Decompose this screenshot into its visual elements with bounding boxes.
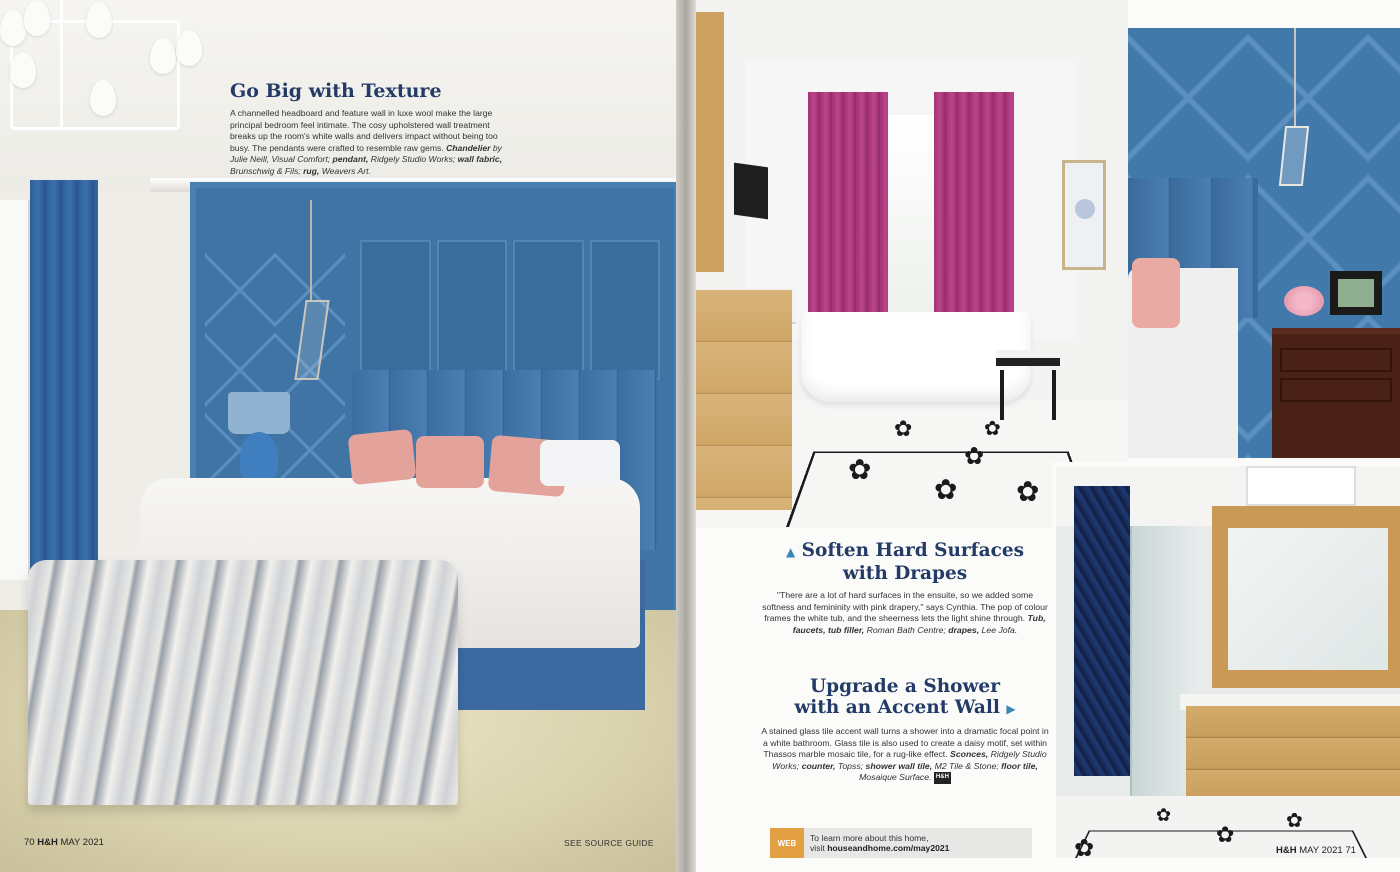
pillow (1132, 258, 1180, 328)
credit-source: Ridgely Studio Works; (370, 154, 456, 165)
credit-item: rug, (303, 165, 320, 176)
wood-mirror (696, 12, 724, 272)
credit-source: by Julie Neill, Visual Comfort; (230, 142, 502, 165)
shower-text: A stained glass tile accent wall turns a shower into a dramatic focal point in a white bathroom. Glass tile is also used to create a daisy motif, set within Thassos marble mosaic tile, for a rug-like effect. (761, 726, 1049, 760)
drapes-quote: "There are a lot of hard surfaces in the ensuite, so we added some softness and femininity with pink drapery," says Cynthia. The pop of colour frames the white tub, and the sheerness lets the light shine through. (762, 590, 1048, 624)
credit-source: Roman Bath Centre; (866, 624, 946, 635)
picture-frame (1330, 271, 1382, 315)
right-page (696, 0, 1400, 872)
right-folio (1276, 845, 1356, 856)
pendant-cord (310, 200, 312, 300)
left-folio (24, 837, 104, 848)
pink-drape (808, 92, 888, 314)
skylight (1246, 466, 1356, 506)
flower-tile-icon: ✿ (984, 416, 1001, 440)
upholstered-bench (28, 560, 458, 805)
bedroom-detail-photo (1128, 28, 1400, 458)
web-tag: WEB (770, 828, 804, 858)
drapes-heading (760, 540, 1050, 584)
drapes-article-block (760, 540, 1050, 636)
web-line1: To learn more about this home, (810, 832, 929, 843)
credit-source: Topss; (837, 760, 864, 771)
article-heading: Go Big with Texture (230, 80, 442, 102)
drawer (1280, 348, 1392, 372)
credit-source: Weavers Art. (321, 165, 371, 176)
glass-tile-accent-wall (1074, 486, 1130, 776)
web-text (810, 833, 949, 854)
flower-tile-icon: ✿ (1074, 834, 1095, 858)
drapes-heading-line2: with Drapes (842, 563, 968, 584)
flower-tile-icon: ✿ (964, 442, 985, 470)
flower-tile-icon: ✿ (848, 453, 872, 486)
web-line2-prefix: visit (810, 843, 828, 853)
triangle-right-icon: ▶ (1006, 702, 1016, 716)
shower-heading-line1: Upgrade a Shower (810, 676, 1000, 697)
folio-brand: H&H (1276, 845, 1297, 856)
credit-source: Lee Jofa. (981, 624, 1018, 635)
credit-source: Mosaique Surface. (859, 772, 932, 783)
web-callout[interactable] (770, 828, 1032, 858)
stool-leg (1000, 370, 1004, 420)
flower-tile-icon: ✿ (1216, 823, 1235, 848)
flower-tile-icon: ✿ (894, 417, 913, 442)
upholstered-panels (360, 240, 660, 380)
chandelier-icon (0, 0, 210, 160)
pillow (348, 429, 417, 485)
web-url-link[interactable]: houseandhome.com/may2021 (827, 843, 950, 853)
source-guide-note: SEE SOURCE GUIDE (564, 838, 654, 848)
stool-leg (1052, 370, 1056, 420)
credit-source: M2 Tile & Stone; (934, 760, 999, 771)
pendant-cord (1294, 28, 1296, 128)
article-intro: A channelled headboard and feature wall in luxe wool make the large principal bedroom feel intimate. The cosy upholstered wall treatment breaks up the room's white walls and delivers impact without being too busy. The pendants were crafted to resemble raw gems. (230, 108, 498, 153)
shower-heading (760, 676, 1050, 720)
shower-body (760, 726, 1050, 784)
folio-brand: H&H (37, 837, 58, 848)
bedroom-window (0, 200, 30, 580)
credit-item: Tub, faucets, tub filler, (792, 613, 1046, 635)
flower-tile-icon: ✿ (1156, 805, 1172, 826)
credit-item: Chandelier (446, 142, 491, 153)
credit-item: pendant, (332, 154, 369, 165)
flower-vase (1284, 286, 1324, 316)
flower-tile-icon: ✿ (934, 473, 958, 506)
page-number: 70 (24, 837, 35, 848)
triangle-up-icon: ▲ (785, 545, 796, 559)
end-mark: H&H (934, 772, 951, 784)
credit-source: Ridgely Studio Works; (772, 749, 1047, 771)
drapes-heading-line1: Soften Hard Surfaces (801, 540, 1025, 561)
wood-vanity (1186, 706, 1400, 806)
page-gutter (676, 0, 698, 872)
wood-vanity (696, 290, 792, 510)
white-pillow (540, 440, 620, 486)
shower-heading-line2: with an Accent Wall (794, 697, 1000, 718)
credit-source: Brunschwig & Fils; (230, 165, 301, 176)
drapes-body (760, 590, 1050, 636)
pillow (416, 436, 484, 488)
shower-article-block (760, 676, 1050, 784)
credit-item: Sconces, (950, 749, 989, 760)
nightstand (1272, 328, 1400, 458)
folio-issue: MAY 2021 (1299, 845, 1343, 856)
credit-item: drapes, (948, 624, 980, 635)
credit-item: shower wall tile, (865, 760, 933, 771)
left-page (0, 0, 680, 872)
drawer (1280, 378, 1392, 402)
wall-art (1062, 160, 1106, 270)
glass-lamp-base (240, 432, 278, 482)
credit-item: floor tile, (1001, 760, 1038, 771)
page-number: 71 (1345, 845, 1356, 856)
wall-tv (734, 163, 768, 220)
stool (996, 350, 1060, 366)
ensuite-photo (696, 0, 1128, 528)
blue-curtain (30, 180, 98, 575)
folio-issue: MAY 2021 (60, 837, 104, 848)
credit-item: wall fabric, (457, 154, 503, 165)
shower-photo (1052, 462, 1400, 858)
pink-drape (934, 92, 1014, 314)
article-body (230, 108, 510, 178)
credit-item: counter, (801, 760, 836, 771)
left-article-block (230, 80, 510, 178)
mirror (1228, 528, 1388, 670)
flower-tile-icon: ✿ (1016, 475, 1040, 508)
flower-tile-icon: ✿ (1286, 808, 1303, 832)
lamp-shade (228, 392, 290, 434)
